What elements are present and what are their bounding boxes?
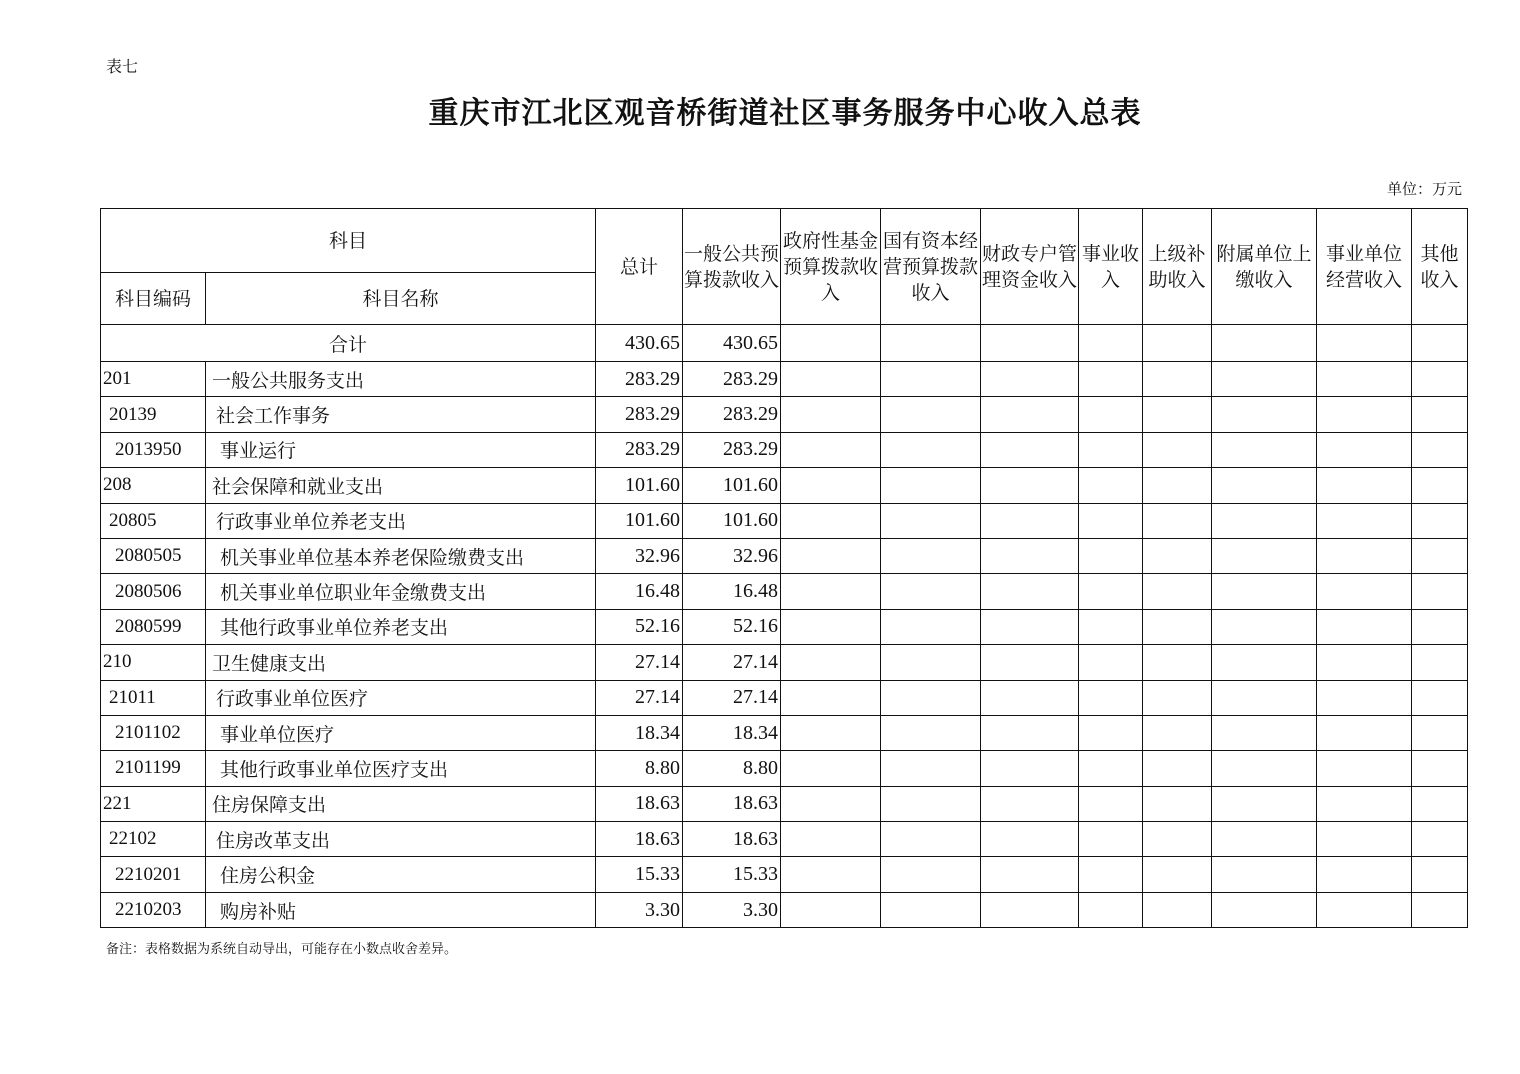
row-name: 住房改革支出 (206, 822, 596, 857)
row-code: 2080506 (101, 574, 206, 609)
empty-cell (1317, 857, 1412, 892)
table-row (101, 397, 1468, 432)
empty-cell (1143, 468, 1212, 503)
row-total: 283.29 (596, 397, 683, 432)
empty-cell (981, 857, 1079, 892)
empty-cell (781, 503, 881, 538)
empty-cell (981, 680, 1079, 715)
empty-cell (1317, 751, 1412, 786)
empty-cell (1143, 645, 1212, 680)
empty-cell (981, 468, 1079, 503)
empty-cell (1143, 538, 1212, 573)
row-total: 101.60 (596, 468, 683, 503)
empty-cell (1412, 362, 1468, 397)
row-total: 101.60 (596, 503, 683, 538)
empty-cell (1212, 362, 1317, 397)
empty-cell (1212, 574, 1317, 609)
summary-total: 430.65 (596, 325, 683, 362)
summary-label: 合计 (101, 325, 596, 362)
page-title: 重庆市江北区观音桥街道社区事务服务中心收入总表 (428, 96, 1142, 131)
empty-cell (1317, 609, 1412, 644)
empty-cell (881, 645, 981, 680)
row-code: 2080505 (101, 538, 206, 573)
empty-cell (1412, 609, 1468, 644)
row-general: 283.29 (683, 362, 781, 397)
empty-cell (1143, 857, 1212, 892)
row-general: 283.29 (683, 432, 781, 467)
table-row (101, 432, 1468, 467)
empty-cell (1412, 432, 1468, 467)
empty-cell (981, 786, 1079, 821)
empty-cell (1143, 715, 1212, 750)
row-total: 32.96 (596, 538, 683, 573)
row-name: 行政事业单位养老支出 (206, 503, 596, 538)
empty-cell (1212, 715, 1317, 750)
row-general: 18.34 (683, 715, 781, 750)
empty-cell (881, 538, 981, 573)
empty-cell (981, 432, 1079, 467)
row-total: 18.63 (596, 786, 683, 821)
empty-cell (1079, 645, 1143, 680)
row-name: 行政事业单位医疗 (206, 680, 596, 715)
row-name: 事业运行 (206, 432, 596, 467)
row-general: 27.14 (683, 680, 781, 715)
row-code: 22102 (101, 822, 206, 857)
row-general: 101.60 (683, 468, 781, 503)
empty-cell (1143, 362, 1212, 397)
row-general: 52.16 (683, 609, 781, 644)
name-header: 科目名称 (206, 273, 596, 325)
row-general: 101.60 (683, 503, 781, 538)
empty-cell (1143, 892, 1212, 927)
empty-cell (1079, 857, 1143, 892)
empty-cell (1412, 822, 1468, 857)
total-header: 总计 (596, 209, 683, 325)
empty-cell (781, 857, 881, 892)
empty-cell (1212, 786, 1317, 821)
empty-cell (881, 432, 981, 467)
row-general: 16.48 (683, 574, 781, 609)
row-code: 20139 (101, 397, 206, 432)
empty-cell (1143, 786, 1212, 821)
empty-cell (781, 432, 881, 467)
upper-subsidy-header: 上级补助收入 (1143, 209, 1212, 325)
row-name: 其他行政事业单位养老支出 (206, 609, 596, 644)
table-row (101, 751, 1468, 786)
table-row (101, 574, 1468, 609)
empty-cell (1317, 680, 1412, 715)
empty-cell (1079, 432, 1143, 467)
row-total: 16.48 (596, 574, 683, 609)
empty-cell (1079, 362, 1143, 397)
empty-cell (881, 609, 981, 644)
empty-cell (881, 468, 981, 503)
table-row (101, 362, 1468, 397)
empty-cell (1212, 432, 1317, 467)
empty-cell (1212, 538, 1317, 573)
empty-cell (1212, 680, 1317, 715)
empty-cell (981, 645, 1079, 680)
empty-cell (1317, 362, 1412, 397)
row-name: 事业单位医疗 (206, 715, 596, 750)
empty-cell (1143, 609, 1212, 644)
empty-cell (881, 857, 981, 892)
empty-cell (1317, 645, 1412, 680)
empty-cell (781, 538, 881, 573)
empty-cell (981, 574, 1079, 609)
row-code: 2080599 (101, 609, 206, 644)
empty-cell (781, 680, 881, 715)
row-code: 2101199 (101, 751, 206, 786)
table-row (101, 822, 1468, 857)
table-row (101, 786, 1468, 821)
empty-cell (881, 786, 981, 821)
row-name: 机关事业单位基本养老保险缴费支出 (206, 538, 596, 573)
row-general: 18.63 (683, 786, 781, 821)
empty-cell (1079, 786, 1143, 821)
row-general: 32.96 (683, 538, 781, 573)
empty-cell (1143, 822, 1212, 857)
footnote: 备注：表格数据为系统自动导出，可能存在小数点收舍差异。 (106, 942, 458, 957)
empty-cell (1143, 751, 1212, 786)
table-row (101, 645, 1468, 680)
summary-row (101, 325, 1468, 362)
row-total: 27.14 (596, 645, 683, 680)
table-row (101, 715, 1468, 750)
empty-cell (1143, 432, 1212, 467)
empty-cell (1212, 751, 1317, 786)
empty-cell (1079, 468, 1143, 503)
operation-income-header: 事业单位经营收入 (1317, 209, 1412, 325)
row-total: 52.16 (596, 609, 683, 644)
row-name: 社会工作事务 (206, 397, 596, 432)
empty-cell (781, 645, 881, 680)
row-general: 8.80 (683, 751, 781, 786)
empty-cell (781, 397, 881, 432)
empty-cell (1412, 574, 1468, 609)
empty-cell (1412, 468, 1468, 503)
empty-cell (981, 609, 1079, 644)
row-name: 其他行政事业单位医疗支出 (206, 751, 596, 786)
empty-cell (1412, 857, 1468, 892)
empty-cell (1317, 822, 1412, 857)
row-total: 18.63 (596, 822, 683, 857)
empty-cell (1212, 857, 1317, 892)
empty-cell (1079, 538, 1143, 573)
empty-cell (781, 822, 881, 857)
row-general: 18.63 (683, 822, 781, 857)
code-header: 科目编码 (101, 273, 206, 325)
row-code: 20805 (101, 503, 206, 538)
row-total: 18.34 (596, 715, 683, 750)
empty-cell (781, 715, 881, 750)
special-account-header: 财政专户管理资金收入 (981, 209, 1079, 325)
table-row (101, 892, 1468, 927)
empty-cell (1317, 715, 1412, 750)
empty-cell (1412, 645, 1468, 680)
income-table (100, 208, 1468, 928)
row-code: 201 (101, 362, 206, 397)
empty-cell (1212, 397, 1317, 432)
row-name: 卫生健康支出 (206, 645, 596, 680)
empty-cell (1079, 574, 1143, 609)
empty-cell (981, 822, 1079, 857)
empty-cell (1317, 468, 1412, 503)
empty-cell (1317, 432, 1412, 467)
empty-cell (1212, 645, 1317, 680)
empty-cell (781, 468, 881, 503)
row-code: 21011 (101, 680, 206, 715)
table-row (101, 609, 1468, 644)
row-name: 购房补贴 (206, 892, 596, 927)
row-name: 一般公共服务支出 (206, 362, 596, 397)
gov-fund-header: 政府性基金预算拨款收入 (781, 209, 881, 325)
empty-cell (1143, 574, 1212, 609)
empty-cell (1212, 609, 1317, 644)
row-code: 221 (101, 786, 206, 821)
empty-cell (1212, 892, 1317, 927)
empty-cell (981, 362, 1079, 397)
empty-cell (881, 574, 981, 609)
table-row (101, 468, 1468, 503)
row-code: 210 (101, 645, 206, 680)
subject-header: 科目 (101, 209, 596, 273)
empty-cell (881, 397, 981, 432)
empty-cell (1143, 397, 1212, 432)
row-name: 住房公积金 (206, 857, 596, 892)
row-total: 3.30 (596, 892, 683, 927)
row-general: 27.14 (683, 645, 781, 680)
empty-cell (1317, 892, 1412, 927)
empty-cell (1079, 680, 1143, 715)
row-general: 3.30 (683, 892, 781, 927)
empty-cell (781, 609, 881, 644)
row-total: 283.29 (596, 362, 683, 397)
empty-cell (981, 751, 1079, 786)
empty-cell (1412, 503, 1468, 538)
empty-cell (1079, 503, 1143, 538)
empty-cell (1143, 503, 1212, 538)
empty-cell (781, 786, 881, 821)
affiliate-income-header: 附属单位上缴收入 (1212, 209, 1317, 325)
table-row (101, 857, 1468, 892)
row-code: 2013950 (101, 432, 206, 467)
empty-cell (1317, 786, 1412, 821)
empty-cell (881, 362, 981, 397)
empty-cell (881, 822, 981, 857)
row-name: 住房保障支出 (206, 786, 596, 821)
other-income-header: 其他收入 (1412, 209, 1468, 325)
empty-cell (981, 538, 1079, 573)
empty-cell (981, 397, 1079, 432)
state-capital-header: 国有资本经营预算拨款收入 (881, 209, 981, 325)
row-total: 283.29 (596, 432, 683, 467)
empty-cell (981, 715, 1079, 750)
empty-cell (881, 751, 981, 786)
empty-cell (1317, 503, 1412, 538)
empty-cell (1212, 503, 1317, 538)
row-total: 8.80 (596, 751, 683, 786)
empty-cell (1212, 822, 1317, 857)
table-row (101, 503, 1468, 538)
row-name: 机关事业单位职业年金缴费支出 (206, 574, 596, 609)
empty-cell (1412, 715, 1468, 750)
empty-cell (1412, 397, 1468, 432)
empty-cell (881, 715, 981, 750)
empty-cell (1412, 786, 1468, 821)
empty-cell (1079, 715, 1143, 750)
summary-general: 430.65 (683, 325, 781, 362)
empty-cell (1079, 822, 1143, 857)
empty-cell (881, 892, 981, 927)
empty-cell (1412, 538, 1468, 573)
table-row (101, 680, 1468, 715)
empty-cell (781, 892, 881, 927)
empty-cell (1079, 751, 1143, 786)
empty-cell (1143, 680, 1212, 715)
business-income-header: 事业收入 (1079, 209, 1143, 325)
empty-cell (781, 362, 881, 397)
row-general: 283.29 (683, 397, 781, 432)
empty-cell (1317, 538, 1412, 573)
empty-cell (1412, 680, 1468, 715)
row-name: 社会保障和就业支出 (206, 468, 596, 503)
empty-cell (1079, 892, 1143, 927)
empty-cell (781, 574, 881, 609)
row-total: 15.33 (596, 857, 683, 892)
empty-cell (881, 680, 981, 715)
row-code: 2101102 (101, 715, 206, 750)
table-row (101, 538, 1468, 573)
row-code: 2210201 (101, 857, 206, 892)
empty-cell (981, 892, 1079, 927)
row-total: 27.14 (596, 680, 683, 715)
empty-cell (1079, 609, 1143, 644)
empty-cell (1317, 397, 1412, 432)
table-number: 表七 (106, 57, 139, 76)
empty-cell (1317, 574, 1412, 609)
empty-cell (981, 503, 1079, 538)
empty-cell (781, 751, 881, 786)
row-code: 208 (101, 468, 206, 503)
empty-cell (1412, 892, 1468, 927)
empty-cell (1412, 751, 1468, 786)
row-general: 15.33 (683, 857, 781, 892)
general-budget-header: 一般公共预算拨款收入 (683, 209, 781, 325)
row-code: 2210203 (101, 892, 206, 927)
unit-label: 单位：万元 (1386, 180, 1462, 198)
empty-cell (881, 503, 981, 538)
empty-cell (1079, 397, 1143, 432)
empty-cell (1212, 468, 1317, 503)
